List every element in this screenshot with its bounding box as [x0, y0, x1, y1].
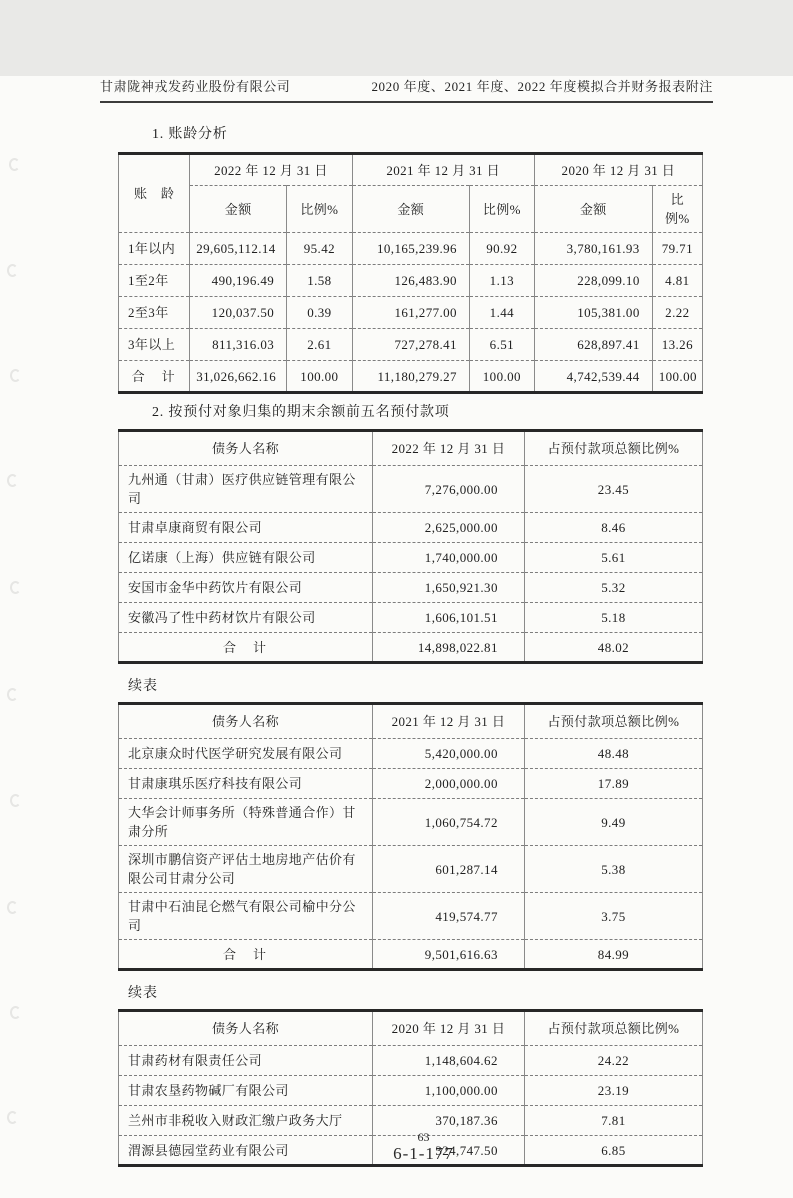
amount-cell: 11,180,279.27 — [352, 361, 469, 393]
amount-cell: 490,196.49 — [190, 265, 287, 297]
amount-cell: 1,148,604.62 — [373, 1046, 525, 1076]
report-title: 2020 年度、2021 年度、2022 年度模拟合并财务报表附注 — [371, 79, 713, 94]
aging-analysis-table — [118, 152, 703, 394]
ratio-cell: 13.26 — [652, 329, 702, 361]
period-header-2020: 2020 年 12 月 31 日 — [534, 154, 702, 186]
ratio-cell: 100.00 — [287, 361, 352, 393]
ratio-cell: 5.18 — [524, 603, 702, 633]
table-row — [119, 846, 703, 893]
debtor-name-cell: 北京康众时代医学研究发展有限公司 — [119, 739, 373, 769]
total-label-cell: 合 计 — [119, 633, 373, 663]
amount-header: 金额 — [534, 186, 652, 233]
scan-artifact — [9, 158, 20, 171]
ratio-cell: 1.58 — [287, 265, 352, 297]
scan-artifact — [7, 1111, 18, 1124]
amount-cell: 4,742,539.44 — [534, 361, 652, 393]
debtor-name-cell: 安国市金华中药饮片有限公司 — [119, 573, 373, 603]
aging-corner-header: 账 龄 — [119, 154, 190, 233]
amount-cell: 628,897.41 — [534, 329, 652, 361]
amount-header: 金额 — [352, 186, 469, 233]
running-header — [100, 76, 713, 103]
prepay-table-2022 — [118, 429, 703, 664]
table-row — [119, 329, 703, 361]
scan-artifact — [10, 581, 21, 594]
ratio-cell: 0.39 — [287, 297, 352, 329]
table-row — [119, 1076, 703, 1106]
debtor-name-cell: 甘肃卓康商贸有限公司 — [119, 513, 373, 543]
amount-cell: 811,316.03 — [190, 329, 287, 361]
total-amount-cell: 14,898,022.81 — [373, 633, 525, 663]
period-header-2022: 2022 年 12 月 31 日 — [190, 154, 352, 186]
ratio-cell: 100.00 — [652, 361, 702, 393]
scan-artifact — [10, 794, 21, 807]
doc-number: 6-1-177 — [393, 1144, 454, 1163]
debtor-name-cell: 渭源县德园堂药业有限公司 — [119, 1136, 373, 1166]
table-row — [119, 893, 703, 940]
amount-cell: 1,650,921.30 — [373, 573, 525, 603]
table-row — [119, 233, 703, 265]
amount-cell: 10,165,239.96 — [352, 233, 469, 265]
table-row — [119, 466, 703, 513]
scan-artifact — [10, 1006, 21, 1019]
ratio-cell: 5.32 — [524, 573, 702, 603]
debtor-name-cell: 安徽冯了性中药材饮片有限公司 — [119, 603, 373, 633]
table-row — [119, 573, 703, 603]
ratio-cell: 2.61 — [287, 329, 352, 361]
date-header-cell: 2022 年 12 月 31 日 — [373, 431, 525, 466]
page-number: 63 — [417, 1130, 430, 1144]
ratio-cell: 23.45 — [524, 466, 702, 513]
ratio-cell: 48.48 — [524, 739, 702, 769]
scan-artifact — [10, 369, 21, 382]
table-row — [119, 513, 703, 543]
ratio-cell: 79.71 — [652, 233, 702, 265]
debtor-name-cell: 甘肃康琪乐医疗科技有限公司 — [119, 769, 373, 799]
continuation-label: 续表 — [128, 679, 158, 694]
ratio-cell: 8.46 — [524, 513, 702, 543]
table-row — [119, 769, 703, 799]
amount-cell: 126,483.90 — [352, 265, 469, 297]
ratio-cell: 24.22 — [524, 1046, 702, 1076]
amount-cell: 29,605,112.14 — [190, 233, 287, 265]
scan-artifact — [7, 264, 18, 277]
amount-cell: 370,187.36 — [373, 1106, 525, 1136]
ratio-cell: 95.42 — [287, 233, 352, 265]
debtor-name-cell: 九州通（甘肃）医疗供应链管理有限公司 — [119, 466, 373, 513]
ratio-cell: 90.92 — [469, 233, 534, 265]
ratio-cell: 100.00 — [469, 361, 534, 393]
table-row — [119, 1046, 703, 1076]
amount-cell: 5,420,000.00 — [373, 739, 525, 769]
amount-cell: 228,099.10 — [534, 265, 652, 297]
ratio-header-cell: 占预付款项总额比例% — [524, 431, 702, 466]
ratio-header-cell: 占预付款项总额比例% — [524, 1011, 702, 1046]
ratio-header: 比例% — [287, 186, 352, 233]
aging-row-label: 1至2年 — [119, 265, 190, 297]
total-row — [119, 633, 703, 663]
table-row — [119, 739, 703, 769]
scan-artifact — [7, 474, 18, 487]
total-ratio-cell: 84.99 — [524, 940, 702, 970]
table-row — [119, 799, 703, 846]
amount-cell: 2,000,000.00 — [373, 769, 525, 799]
debtor-name-cell: 大华会计师事务所（特殊普通合作）甘肃分所 — [119, 799, 373, 846]
amount-cell: 161,277.00 — [352, 297, 469, 329]
total-amount-cell: 9,501,616.63 — [373, 940, 525, 970]
amount-cell: 120,037.50 — [190, 297, 287, 329]
continuation-label: 续表 — [128, 986, 158, 1001]
company-name: 甘肃陇神戎发药业股份有限公司 — [100, 79, 291, 94]
amount-cell: 3,780,161.93 — [534, 233, 652, 265]
table-row — [119, 543, 703, 573]
name-header-cell: 债务人名称 — [119, 431, 373, 466]
amount-cell: 419,574.77 — [373, 893, 525, 940]
amount-cell: 1,100,000.00 — [373, 1076, 525, 1106]
ratio-cell: 7.81 — [524, 1106, 702, 1136]
amount-cell: 324,747.50 — [373, 1136, 525, 1166]
ratio-cell: 17.89 — [524, 769, 702, 799]
debtor-name-cell: 甘肃药材有限责任公司 — [119, 1046, 373, 1076]
ratio-header: 比例% — [652, 186, 702, 233]
aging-row-label: 2至3年 — [119, 297, 190, 329]
ratio-cell: 1.13 — [469, 265, 534, 297]
ratio-cell: 1.44 — [469, 297, 534, 329]
name-header-cell: 债务人名称 — [119, 1011, 373, 1046]
ratio-cell: 3.75 — [524, 893, 702, 940]
amount-cell: 31,026,662.16 — [190, 361, 287, 393]
amount-cell: 105,381.00 — [534, 297, 652, 329]
debtor-name-cell: 兰州市非税收入财政汇缴户政务大厅 — [119, 1106, 373, 1136]
total-row — [119, 940, 703, 970]
amount-cell: 727,278.41 — [352, 329, 469, 361]
page-content — [118, 123, 703, 1167]
debtor-name-cell: 亿诺康（上海）供应链有限公司 — [119, 543, 373, 573]
total-label-cell: 合 计 — [119, 361, 190, 393]
ratio-cell: 2.22 — [652, 297, 702, 329]
ratio-cell: 23.19 — [524, 1076, 702, 1106]
table-row — [119, 603, 703, 633]
section-title-aging: 1. 账龄分析 — [152, 127, 228, 142]
date-header-cell: 2021 年 12 月 31 日 — [373, 704, 525, 739]
ratio-cell: 4.81 — [652, 265, 702, 297]
ratio-cell: 9.49 — [524, 799, 702, 846]
document-page — [0, 76, 793, 1198]
date-header-cell: 2020 年 12 月 31 日 — [373, 1011, 525, 1046]
total-ratio-cell: 48.02 — [524, 633, 702, 663]
amount-cell: 2,625,000.00 — [373, 513, 525, 543]
scan-artifact — [7, 688, 18, 701]
ratio-cell: 6.85 — [524, 1136, 702, 1166]
aging-row-label: 1年以内 — [119, 233, 190, 265]
ratio-cell: 5.38 — [524, 846, 702, 893]
ratio-cell: 6.51 — [469, 329, 534, 361]
debtor-name-cell: 甘肃中石油昆仑燃气有限公司榆中分公司 — [119, 893, 373, 940]
period-header-2021: 2021 年 12 月 31 日 — [352, 154, 534, 186]
amount-cell: 7,276,000.00 — [373, 466, 525, 513]
aging-row-label: 3年以上 — [119, 329, 190, 361]
debtor-name-cell: 深圳市鹏信资产评估土地房地产估价有限公司甘肃分公司 — [119, 846, 373, 893]
amount-cell: 1,606,101.51 — [373, 603, 525, 633]
ratio-header-cell: 占预付款项总额比例% — [524, 704, 702, 739]
total-label-cell: 合 计 — [119, 940, 373, 970]
section-title-prepay: 2. 按预付对象归集的期末余额前五名预付款项 — [152, 405, 450, 420]
debtor-name-cell: 甘肃农垦药物碱厂有限公司 — [119, 1076, 373, 1106]
ratio-header: 比例% — [469, 186, 534, 233]
amount-cell: 1,740,000.00 — [373, 543, 525, 573]
amount-header: 金额 — [190, 186, 287, 233]
table-row — [119, 265, 703, 297]
amount-cell: 1,060,754.72 — [373, 799, 525, 846]
name-header-cell: 债务人名称 — [119, 704, 373, 739]
scan-artifact — [7, 901, 18, 914]
total-row — [119, 361, 703, 393]
prepay-table-2021 — [118, 702, 703, 971]
table-row — [119, 297, 703, 329]
ratio-cell: 5.61 — [524, 543, 702, 573]
amount-cell: 601,287.14 — [373, 846, 525, 893]
page-footer — [0, 1130, 793, 1164]
